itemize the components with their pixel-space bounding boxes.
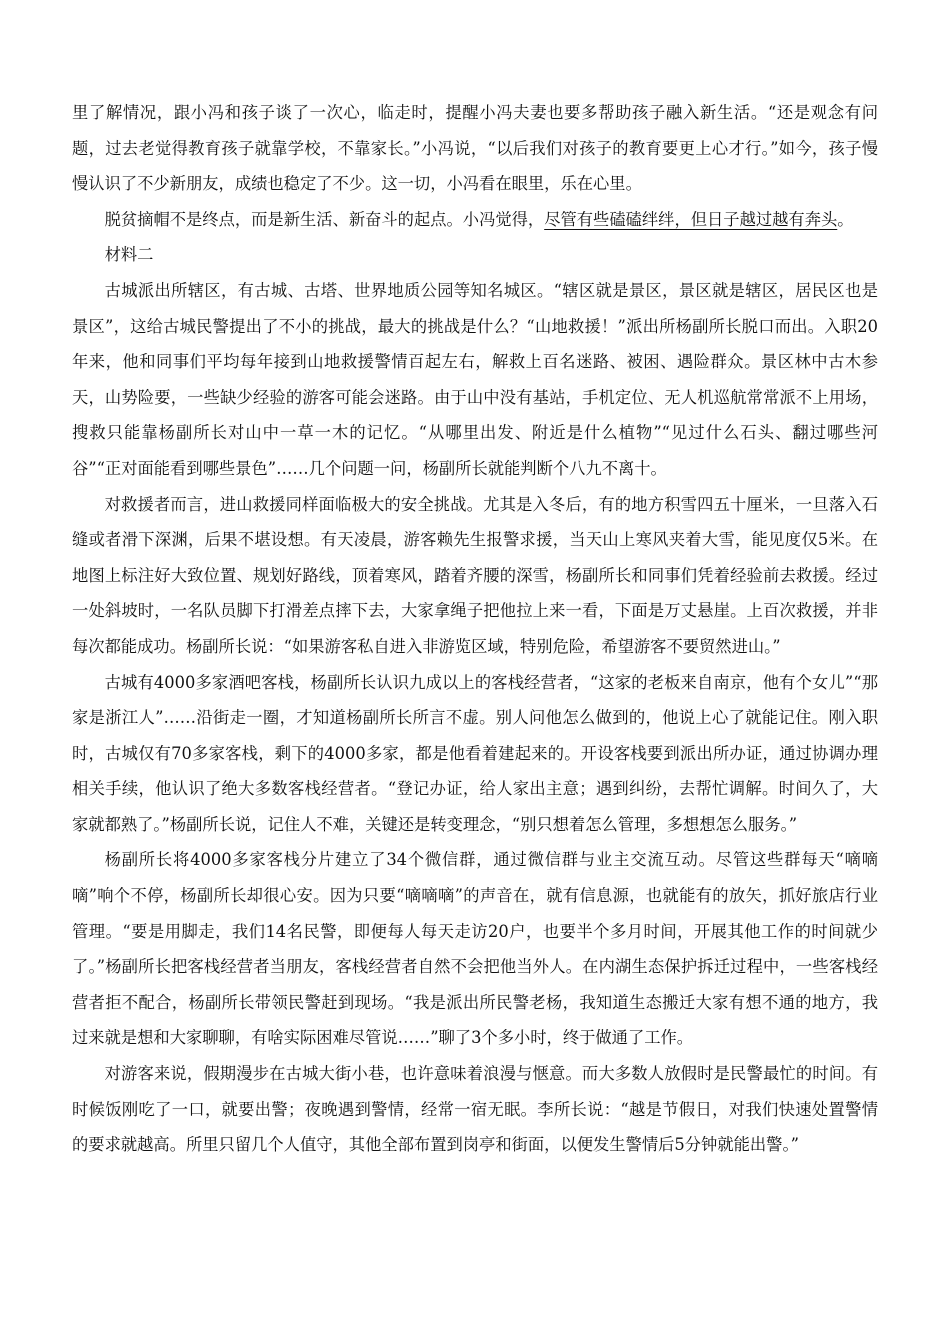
- section-heading: 材料二: [104, 245, 154, 265]
- paragraph: 杨副所长将4000多家客栈分片建立了34个微信群，通过微信群与业主交流互动。尽管这些群每天“嘀嘀嘀”响个不停，杨副所长却很心安。因为只要“嘀嘀嘀”的声音在，就有信息源，也就能有的放矢，抓好旅店行业管理。“要是用脚走，我们14名民警，即便每人每天走访20户，也要半个多月时间，开展其他工作的时间就少了。”杨副所长把客栈经营者当朋友，客栈经营者自然不会把他当外人。在内湖生态保护拆迁过程中，一些客栈经营者拒不配合，杨副所长带领民警赶到现场。“我是派出所民警老杨，我知道生态搬迁大家有想不通的地方，我过来就是想和大家聊聊，有啥实际困难尽管说……”聊了3个多小时，终于做通了工作。: [72, 850, 878, 1048]
- underlined-sentence: 尽管有些磕磕绊绊，但日子越过越有奔头: [544, 209, 838, 229]
- conclusion-end: 。: [837, 209, 854, 229]
- paragraph: 古城派出所辖区，有古城、古塔、世界地质公园等知名城区。“辖区就是景区，景区就是辖区，居民区也是景区”，这给古城民警提出了不小的挑战，最大的挑战是什么？“山地救援！”派出所杨副所长脱口而出。入职20年来，他和同事们平均每年接到山地救援警情百起左右，解救上百名迷路、被困、遇险群众。景区林中古木参天，山势险要，一些缺少经验的游客可能会迷路。由于山中没有基站，手机定位、无人机巡航常常派不上用场，搜救只能靠杨副所长对山中一草一木的记忆。“从哪里出发、附近是什么植物”“见过什么石头、翻过哪些河谷”“正对面能看到哪些景色”……几个问题一问，杨副所长就能判断个八九不离十。: [72, 280, 878, 478]
- paragraph-continuation: 里了解情况，跟小冯和孩子谈了一次心，临走时，提醒小冯夫妻也要多帮助孩子融入新生活。“还是观念有问题，过去老觉得教育孩子就靠学校，不靠家长。”小冯说，“以后我们对孩子的教育要更上心才行。”如今，孩子慢慢认识了不少新朋友，成绩也稳定了不少。这一切，小冯看在眼里，乐在心里。: [72, 103, 878, 194]
- paragraph: 对救援者而言，进山救援同样面临极大的安全挑战。尤其是入冬后，有的地方积雪四五十厘米，一旦落入石缝或者滑下深渊，后果不堪设想。有天凌晨，游客赖先生报警求援，当天山上寒风夹着大雪，能见度仅5米。在地图上标注好大致位置、规划好路线，顶着寒风，踏着齐腰的深雪，杨副所长和同事们凭着经验前去救援。经过一处斜坡时，一名队员脚下打滑差点摔下去，大家拿绳子把他拉上来一看，下面是万丈悬崖。上百次救援，并非每次都能成功。杨副所长说：“如果游客私自进入非游览区域，特别危险，希望游客不要贸然进山。”: [72, 494, 878, 656]
- paragraph: 对游客来说，假期漫步在古城大街小巷，也许意味着浪漫与惬意。而大多数人放假时是民警最忙的时间。有时候饭刚吃了一口，就要出警；夜晚遇到警情，经常一宿无眠。李所长说：“越是节假日，对我们快速处置警情的要求就越高。所里只留几个人值守，其他全部布置到岗亭和街面，以便发生警情后5分钟就能出警。”: [72, 1064, 878, 1155]
- paragraph: 古城有4000多家酒吧客栈，杨副所长认识九成以上的客栈经营者，“这家的老板来自南京，他有个女儿”“那家是浙江人”……沿街走一圈，才知道杨副所长所言不虚。别人问他怎么做到的，他说上心了就能记住。刚入职时，古城仅有70多家客栈，剩下的4000多家，都是他看着建起来的。开设客栈要到派出所办证，通过协调办理相关手续，他认识了绝大多数客栈经营者。“登记办证，给人家出主意；遇到纠纷，去帮忙调解。时间久了，大家就都熟了。”杨副所长说，记住人不难，关键还是转变理念，“别只想着怎么管理，多想想怎么服务。”: [72, 672, 878, 834]
- conclusion-text: 脱贫摘帽不是终点，而是新生活、新奋斗的起点。小冯觉得，: [104, 209, 545, 229]
- paragraph-conclusion: [72, 202, 878, 238]
